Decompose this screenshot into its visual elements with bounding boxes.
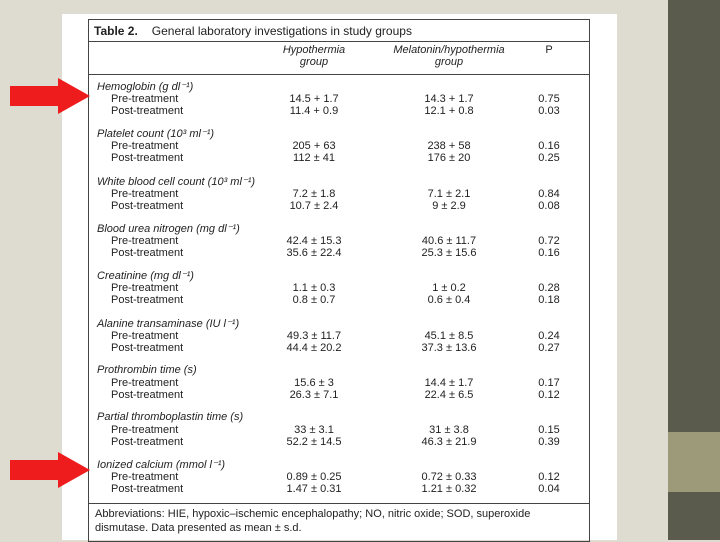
melatonin-value: 12.1 + 0.8: [424, 105, 474, 117]
hypothermia-value: 205 + 63: [292, 140, 336, 153]
hypothermia-value: 14.5 + 1.7: [289, 93, 339, 105]
section-title: Platelet count (10³ ml⁻¹): [97, 128, 215, 141]
row-label: Pre-treatment: [111, 471, 179, 484]
hypothermia-value: 112 ± 41: [293, 152, 335, 165]
melatonin-value: 22.4 ± 6.5: [424, 388, 474, 401]
p-value: 0.08: [538, 199, 560, 212]
row-label: Pre-treatment: [111, 376, 179, 389]
header-rule: [89, 74, 589, 75]
melatonin-value: 37.3 ± 13.6: [421, 341, 477, 354]
p-value: 0.27: [538, 341, 560, 354]
hypothermia-value: 0.89 ± 0.25: [286, 471, 342, 484]
table-image: [62, 14, 617, 540]
p-value: 0.25: [538, 152, 560, 165]
footnote: Abbreviations: HIE, hypoxic–ischemic encephalopathy; NO, nitric oxide; SOD, superoxide dismutase. Data presented as mean ± s.d.: [95, 508, 531, 534]
melatonin-value: 14.3 + 1.7: [424, 93, 474, 105]
p-value: 0.15: [538, 424, 560, 437]
row-label: Post-treatment: [111, 294, 184, 307]
hypothermia-value: 33 ± 3.1: [294, 424, 334, 437]
section-title: White blood cell count (10³ ml⁻¹): [97, 175, 256, 188]
row-label: Pre-treatment: [111, 234, 179, 247]
red-arrow-hemoglobin: [10, 78, 90, 114]
section-title: Ionized calcium (mmol l⁻¹): [97, 459, 226, 472]
row-label: Post-treatment: [111, 341, 184, 354]
melatonin-value: 1 ± 0.2: [432, 282, 466, 295]
p-value: 0.04: [538, 483, 560, 496]
p-value: 0.84: [538, 187, 560, 200]
row-label: Pre-treatment: [111, 140, 179, 153]
row-label: Pre-treatment: [111, 329, 179, 342]
row-label: Pre-treatment: [111, 424, 179, 437]
hypothermia-value: 52.2 ± 14.5: [286, 436, 342, 449]
hypothermia-value: 0.8 ± 0.7: [292, 294, 336, 307]
melatonin-value: 25.3 ± 15.6: [421, 246, 477, 259]
p-value: 0.28: [538, 282, 560, 295]
red-arrow-calcium: [10, 452, 90, 488]
p-value: 0.16: [538, 140, 560, 153]
bottom-rule: [89, 503, 589, 504]
row-label: Post-treatment: [111, 152, 184, 165]
p-value: 0.03: [538, 105, 560, 117]
hypothermia-value: 11.4 + 0.9: [289, 105, 339, 117]
section-title: Prothrombin time (s): [97, 363, 197, 376]
p-value: 0.12: [538, 388, 560, 401]
header-melatonin: Melatonin/hypothermia group: [393, 44, 505, 68]
hypothermia-value: 35.6 ± 22.4: [286, 246, 342, 259]
melatonin-value: 46.3 ± 21.9: [421, 436, 477, 449]
p-value: 0.17: [538, 376, 560, 389]
p-value: 0.72: [538, 234, 560, 247]
hypothermia-value: 1.1 ± 0.3: [292, 282, 336, 295]
row-label: Post-treatment: [111, 436, 184, 449]
hypothermia-value: 49.3 ± 11.7: [286, 329, 342, 342]
section-title: Blood urea nitrogen (mg dl⁻¹): [97, 222, 240, 235]
section-title: Partial thromboplastin time (s): [97, 411, 244, 424]
header-hypothermia: Hypothermia group: [282, 44, 346, 68]
table-label: Table 2.: [94, 24, 138, 38]
hypothermia-value: 26.3 ± 7.1: [289, 388, 339, 401]
melatonin-value: 1.21 ± 0.32: [421, 483, 477, 496]
melatonin-value: 0.72 ± 0.33: [421, 471, 477, 484]
row-label: Post-treatment: [111, 388, 184, 401]
arrow-shape: [10, 452, 90, 488]
lab-table: [88, 19, 590, 542]
table-title: General laboratory investigations in study groups: [151, 24, 412, 38]
arrow-shape: [10, 78, 90, 114]
row-label: Pre-treatment: [111, 93, 179, 105]
melatonin-value: 176 ± 20: [427, 152, 471, 165]
p-value: 0.12: [538, 471, 560, 484]
table-caption: [94, 24, 412, 38]
header-p: P: [545, 44, 553, 56]
row-label: Pre-treatment: [111, 187, 179, 200]
hypothermia-value: 10.7 ± 2.4: [289, 199, 339, 212]
section-title: Creatinine (mg dl⁻¹): [97, 270, 194, 283]
melatonin-value: 14.4 ± 1.7: [424, 376, 474, 389]
hypothermia-value: 15.6 ± 3: [294, 376, 334, 389]
right-accent-block: [668, 432, 720, 492]
p-value: 0.18: [538, 294, 560, 307]
hypothermia-value: 1.47 ± 0.31: [286, 483, 342, 496]
section-title: Hemoglobin (g dl⁻¹): [97, 81, 194, 93]
row-label: Post-treatment: [111, 105, 184, 117]
melatonin-value: 45.1 ± 8.5: [424, 329, 474, 342]
melatonin-value: 9 ± 2.9: [432, 199, 466, 212]
p-value: 0.75: [538, 93, 560, 105]
p-value: 0.16: [538, 246, 560, 259]
melatonin-value: 40.6 ± 11.7: [421, 234, 477, 247]
p-value: 0.24: [538, 329, 560, 342]
hypothermia-value: 44.4 ± 20.2: [286, 341, 342, 354]
section-title: Alanine transaminase (IU l⁻¹): [97, 317, 240, 330]
melatonin-value: 31 ± 3.8: [429, 424, 469, 437]
row-label: Post-treatment: [111, 246, 184, 259]
hypothermia-value: 42.4 ± 15.3: [286, 234, 342, 247]
row-label: Pre-treatment: [111, 282, 179, 295]
top-rule: [89, 41, 589, 42]
melatonin-value: 7.1 ± 2.1: [427, 187, 471, 200]
row-label: Post-treatment: [111, 199, 184, 212]
hypothermia-value: 7.2 ± 1.8: [292, 187, 336, 200]
row-label: Post-treatment: [111, 483, 184, 496]
melatonin-value: 0.6 ± 0.4: [427, 294, 471, 307]
melatonin-value: 238 + 58: [427, 140, 471, 153]
p-value: 0.39: [538, 436, 560, 449]
